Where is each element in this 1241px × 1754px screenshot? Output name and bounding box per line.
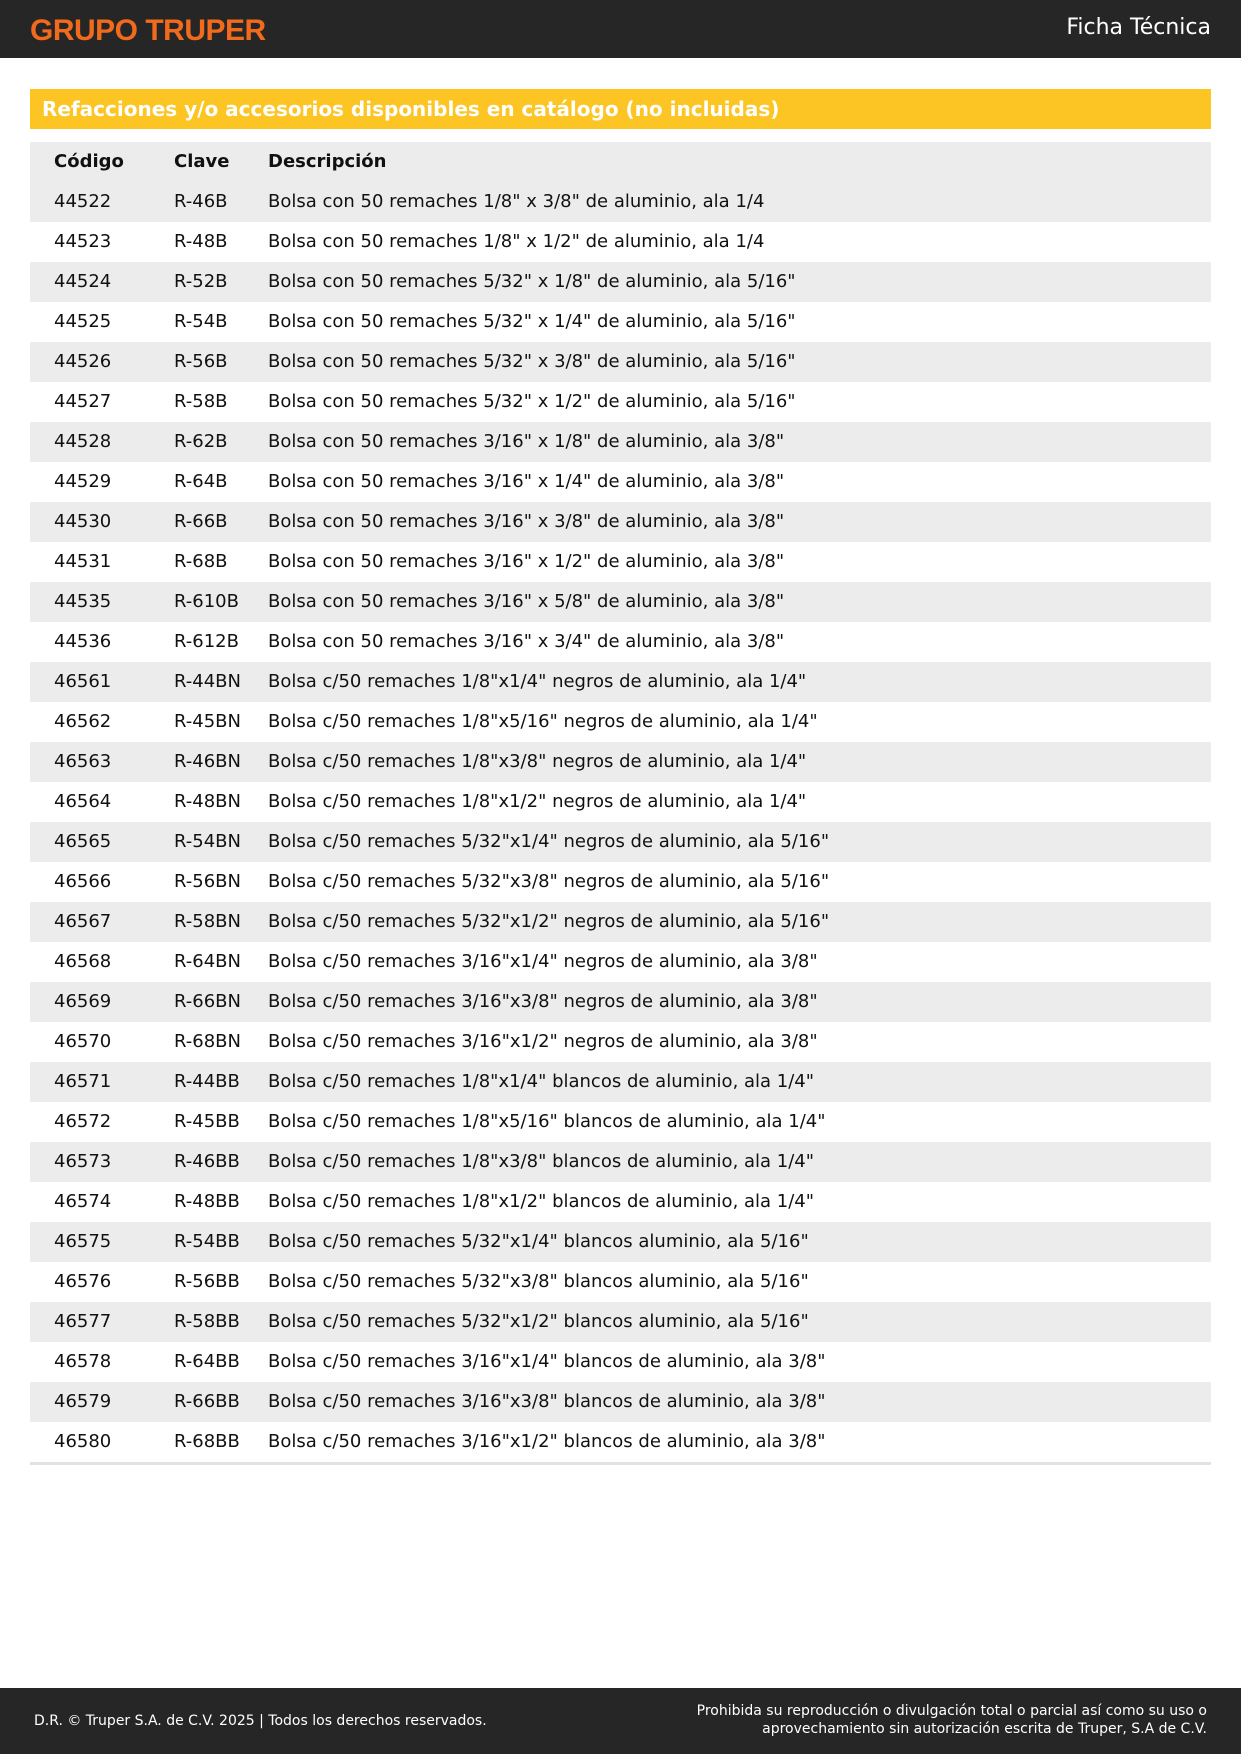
- legal-notice: [697, 1702, 1207, 1738]
- cell-key: R-66B: [150, 502, 268, 542]
- cell-description: Bolsa c/50 remaches 5/32"x1/4" negros de aluminio, ala 5/16": [268, 822, 1211, 862]
- cell-description: Bolsa c/50 remaches 5/32"x1/2" blancos aluminio, ala 5/16": [268, 1302, 1211, 1342]
- cell-key: R-58BB: [150, 1302, 268, 1342]
- cell-code: 44536: [30, 622, 150, 662]
- cell-description: Bolsa con 50 remaches 5/32" x 3/8" de aluminio, ala 5/16": [268, 342, 1211, 382]
- table-row: [30, 262, 1211, 302]
- cell-code: 44529: [30, 462, 150, 502]
- cell-description: Bolsa c/50 remaches 1/8"x5/16" blancos de aluminio, ala 1/4": [268, 1102, 1211, 1142]
- cell-code: 46576: [30, 1262, 150, 1302]
- cell-key: R-56B: [150, 342, 268, 382]
- table-row: [30, 582, 1211, 622]
- table-row: [30, 702, 1211, 742]
- table-row: [30, 822, 1211, 862]
- section-banner: [30, 89, 1211, 129]
- table-row: [30, 862, 1211, 902]
- cell-key: R-48BN: [150, 782, 268, 822]
- table-row: [30, 662, 1211, 702]
- cell-description: Bolsa con 50 remaches 1/8" x 3/8" de aluminio, ala 1/4: [268, 182, 1211, 222]
- cell-key: R-45BB: [150, 1102, 268, 1142]
- table-row: [30, 1382, 1211, 1422]
- cell-key: R-46BN: [150, 742, 268, 782]
- table-row: [30, 1022, 1211, 1062]
- table-row: [30, 382, 1211, 422]
- table-row: [30, 462, 1211, 502]
- cell-description: Bolsa c/50 remaches 3/16"x3/8" negros de aluminio, ala 3/8": [268, 982, 1211, 1022]
- cell-description: Bolsa c/50 remaches 1/8"x3/8" blancos de aluminio, ala 1/4": [268, 1142, 1211, 1182]
- cell-description: Bolsa con 50 remaches 3/16" x 5/8" de aluminio, ala 3/8": [268, 582, 1211, 622]
- cell-key: R-46BB: [150, 1142, 268, 1182]
- cell-key: R-52B: [150, 262, 268, 302]
- cell-code: 46577: [30, 1302, 150, 1342]
- table-row: [30, 502, 1211, 542]
- cell-code: 46563: [30, 742, 150, 782]
- cell-code: 44522: [30, 182, 150, 222]
- table-row: [30, 542, 1211, 582]
- table-row: [30, 1262, 1211, 1302]
- cell-code: 46579: [30, 1382, 150, 1422]
- cell-code: 44528: [30, 422, 150, 462]
- table-row: [30, 902, 1211, 942]
- table-row: [30, 1182, 1211, 1222]
- document-type-title: Ficha Técnica: [1066, 15, 1211, 40]
- cell-code: 46567: [30, 902, 150, 942]
- cell-key: R-48BB: [150, 1182, 268, 1222]
- cell-code: 46578: [30, 1342, 150, 1382]
- table-row: [30, 782, 1211, 822]
- table-row: [30, 302, 1211, 342]
- cell-key: R-44BN: [150, 662, 268, 702]
- cell-description: Bolsa c/50 remaches 5/32"x3/8" negros de aluminio, ala 5/16": [268, 862, 1211, 902]
- cell-description: Bolsa c/50 remaches 3/16"x1/4" negros de aluminio, ala 3/8": [268, 942, 1211, 982]
- cell-code: 44530: [30, 502, 150, 542]
- cell-code: 44525: [30, 302, 150, 342]
- cell-description: Bolsa con 50 remaches 5/32" x 1/2" de aluminio, ala 5/16": [268, 382, 1211, 422]
- parts-table: [30, 142, 1211, 1465]
- table-row: [30, 1302, 1211, 1342]
- footer-bar: [0, 1688, 1241, 1754]
- cell-description: Bolsa c/50 remaches 3/16"x1/2" blancos de aluminio, ala 3/8": [268, 1422, 1211, 1464]
- cell-key: R-54BN: [150, 822, 268, 862]
- table-row: [30, 742, 1211, 782]
- cell-code: 44535: [30, 582, 150, 622]
- cell-description: Bolsa con 50 remaches 5/32" x 1/8" de aluminio, ala 5/16": [268, 262, 1211, 302]
- cell-key: R-610B: [150, 582, 268, 622]
- cell-key: R-68BB: [150, 1422, 268, 1464]
- cell-description: Bolsa con 50 remaches 3/16" x 1/4" de aluminio, ala 3/8": [268, 462, 1211, 502]
- cell-key: R-66BB: [150, 1382, 268, 1422]
- cell-code: 46564: [30, 782, 150, 822]
- cell-key: R-44BB: [150, 1062, 268, 1102]
- column-header-key: Clave: [150, 142, 268, 182]
- cell-key: R-64BN: [150, 942, 268, 982]
- cell-description: Bolsa con 50 remaches 3/16" x 1/2" de aluminio, ala 3/8": [268, 542, 1211, 582]
- legal-notice-line: aprovechamiento sin autorización escrita de Truper, S.A de C.V.: [762, 1721, 1207, 1737]
- cell-key: R-68B: [150, 542, 268, 582]
- cell-description: Bolsa c/50 remaches 1/8"x1/4" negros de aluminio, ala 1/4": [268, 662, 1211, 702]
- table-row: [30, 1342, 1211, 1382]
- cell-description: Bolsa c/50 remaches 1/8"x1/2" blancos de aluminio, ala 1/4": [268, 1182, 1211, 1222]
- header-bar: [0, 0, 1241, 58]
- cell-description: Bolsa con 50 remaches 3/16" x 1/8" de aluminio, ala 3/8": [268, 422, 1211, 462]
- cell-key: R-58BN: [150, 902, 268, 942]
- table-row: [30, 342, 1211, 382]
- cell-description: Bolsa con 50 remaches 5/32" x 1/4" de aluminio, ala 5/16": [268, 302, 1211, 342]
- cell-code: 44526: [30, 342, 150, 382]
- cell-key: R-68BN: [150, 1022, 268, 1062]
- table-header-row: [30, 142, 1211, 182]
- cell-description: Bolsa c/50 remaches 5/32"x1/2" negros de aluminio, ala 5/16": [268, 902, 1211, 942]
- table-row: [30, 942, 1211, 982]
- cell-description: Bolsa c/50 remaches 1/8"x5/16" negros de aluminio, ala 1/4": [268, 702, 1211, 742]
- cell-code: 44523: [30, 222, 150, 262]
- table-row: [30, 982, 1211, 1022]
- cell-description: Bolsa c/50 remaches 1/8"x3/8" negros de aluminio, ala 1/4": [268, 742, 1211, 782]
- section-title: Refacciones y/o accesorios disponibles en catálogo (no incluidas): [42, 97, 780, 121]
- cell-key: R-64B: [150, 462, 268, 502]
- cell-key: R-54B: [150, 302, 268, 342]
- cell-code: 46580: [30, 1422, 150, 1464]
- cell-code: 46571: [30, 1062, 150, 1102]
- table-body: [30, 182, 1211, 1464]
- cell-code: 46566: [30, 862, 150, 902]
- cell-key: R-66BN: [150, 982, 268, 1022]
- cell-description: Bolsa c/50 remaches 5/32"x1/4" blancos aluminio, ala 5/16": [268, 1222, 1211, 1262]
- cell-key: R-62B: [150, 422, 268, 462]
- cell-description: Bolsa c/50 remaches 3/16"x1/2" negros de aluminio, ala 3/8": [268, 1022, 1211, 1062]
- cell-code: 46562: [30, 702, 150, 742]
- cell-key: R-612B: [150, 622, 268, 662]
- cell-key: R-56BB: [150, 1262, 268, 1302]
- cell-key: R-46B: [150, 182, 268, 222]
- cell-description: Bolsa c/50 remaches 3/16"x3/8" blancos de aluminio, ala 3/8": [268, 1382, 1211, 1422]
- cell-code: 46575: [30, 1222, 150, 1262]
- cell-description: Bolsa c/50 remaches 1/8"x1/2" negros de aluminio, ala 1/4": [268, 782, 1211, 822]
- brand-logo: GRUPO TRUPER: [30, 14, 266, 47]
- cell-code: 46569: [30, 982, 150, 1022]
- cell-description: Bolsa con 50 remaches 1/8" x 1/2" de aluminio, ala 1/4: [268, 222, 1211, 262]
- table-row: [30, 1422, 1211, 1464]
- table-row: [30, 1062, 1211, 1102]
- table-row: [30, 222, 1211, 262]
- cell-code: 46568: [30, 942, 150, 982]
- table-row: [30, 182, 1211, 222]
- cell-code: 46561: [30, 662, 150, 702]
- cell-code: 44531: [30, 542, 150, 582]
- cell-key: R-64BB: [150, 1342, 268, 1382]
- column-header-description: Descripción: [268, 142, 1211, 182]
- cell-key: R-58B: [150, 382, 268, 422]
- table-row: [30, 622, 1211, 662]
- cell-code: 44524: [30, 262, 150, 302]
- cell-key: R-48B: [150, 222, 268, 262]
- table-row: [30, 1222, 1211, 1262]
- legal-notice-line: Prohibida su reproducción o divulgación total o parcial así como su uso o: [696, 1703, 1207, 1719]
- cell-key: R-56BN: [150, 862, 268, 902]
- cell-code: 46572: [30, 1102, 150, 1142]
- cell-code: 46570: [30, 1022, 150, 1062]
- column-header-code: Código: [30, 142, 150, 182]
- cell-description: Bolsa con 50 remaches 3/16" x 3/8" de aluminio, ala 3/8": [268, 502, 1211, 542]
- cell-description: Bolsa c/50 remaches 3/16"x1/4" blancos de aluminio, ala 3/8": [268, 1342, 1211, 1382]
- table-row: [30, 1102, 1211, 1142]
- table-row: [30, 422, 1211, 462]
- cell-description: Bolsa c/50 remaches 5/32"x3/8" blancos aluminio, ala 5/16": [268, 1262, 1211, 1302]
- cell-code: 46574: [30, 1182, 150, 1222]
- cell-code: 46565: [30, 822, 150, 862]
- table-row: [30, 1142, 1211, 1182]
- cell-description: Bolsa c/50 remaches 1/8"x1/4" blancos de aluminio, ala 1/4": [268, 1062, 1211, 1102]
- copyright-text: D.R. © Truper S.A. de C.V. 2025 | Todos los derechos reservados.: [34, 1713, 487, 1729]
- cell-code: 46573: [30, 1142, 150, 1182]
- cell-code: 44527: [30, 382, 150, 422]
- cell-key: R-54BB: [150, 1222, 268, 1262]
- cell-key: R-45BN: [150, 702, 268, 742]
- cell-description: Bolsa con 50 remaches 3/16" x 3/4" de aluminio, ala 3/8": [268, 622, 1211, 662]
